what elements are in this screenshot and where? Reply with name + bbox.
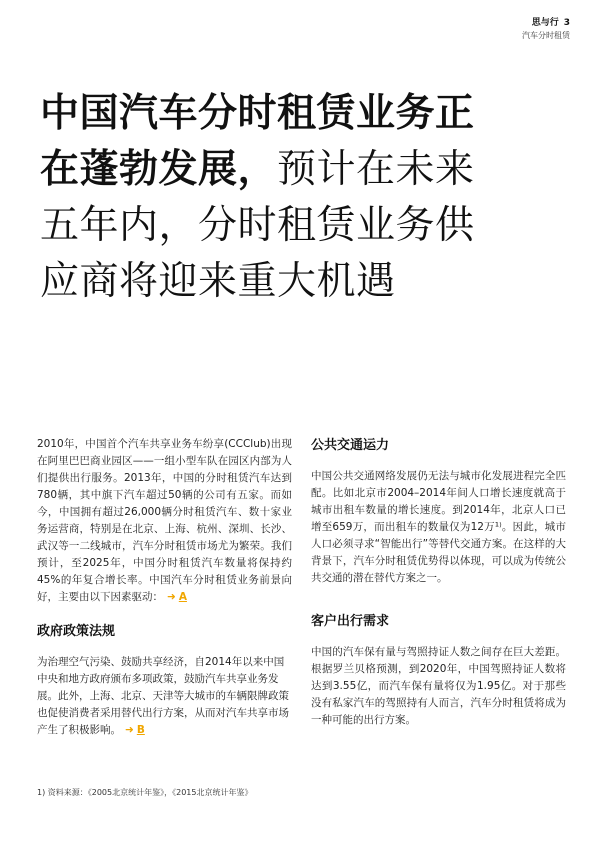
- page-header: [522, 17, 570, 42]
- title-line-3: 五年内，分时租赁业务供: [40, 203, 475, 248]
- header-section-line: [522, 17, 570, 29]
- demand-paragraph: 中国的汽车保有量与驾照持证人数之间存在巨大差距。根据罗兰贝格预测，到2020年，中国驾照持证人数将达到3.55亿，而汽车保有量将仅为1.95亿。对于那些没有私家汽车的驾照持有人而言，汽车分时租赁将成为一种可能的出行方案。: [311, 646, 566, 726]
- intro-paragraph: [37, 436, 292, 606]
- intro-text: 2010年，中国首个汽车共享业务车纷享(CCClub)出现在阿里巴巴商业园区——一组小型车队在园区内部为人们提供出行服务。2013年，中国的分时租赁汽车达到780辆，其中旗下汽车超过50辆的公司有五家。而如今，中国拥有超过26,000辆分时租赁汽车、数十家业务运营商，特别是在北京、上海、杭州、深圳、长沙、武汉等一二线城市，汽车分时租赁市场尤为繁荣。我们预计，至2025年，中国分时租赁汽车数量将保持约45%的年复合增长率。中国汽车分时租赁业务前景向好，主要由以下因素驱动：: [37, 438, 292, 603]
- footnote: 1) 资料来源：《2005北京统计年鉴》，《2015北京统计年鉴》: [37, 788, 253, 797]
- transit-paragraph: 中国公共交通网络发展仍无法与城市化发展进程完全匹配。比如北京市2004–2014年间人口增长速度就高于城市出租车数量的增长速度。到2014年，北京人口已增至659万，而出租车的数量仅为12万¹⁾。因此，城市人口必须寻求“智能出行”等替代交通方案。在这样的大背景下，汽车分时租赁优势得以体现，可以成为传统公共交通的潜在替代方案之一。: [311, 470, 566, 584]
- left-column: [37, 436, 292, 739]
- right-column: [311, 436, 566, 729]
- title-line-4: 应商将迎来重大机遇: [40, 259, 396, 304]
- policy-paragraph: [37, 654, 292, 739]
- section-heading-policy: 政府政策法规: [37, 624, 116, 639]
- arrow-right-icon[interactable]: ➜: [125, 724, 134, 736]
- title-line-2: [40, 142, 570, 198]
- reference-link-b[interactable]: B: [136, 724, 145, 736]
- title-line-2-bold: 在蓬勃发展，: [40, 147, 278, 192]
- title-line-2-regular: 预计在未来: [277, 147, 475, 192]
- page-title: [40, 86, 570, 310]
- title-line-1: 中国汽车分时租赁业务正: [40, 91, 475, 136]
- section-heading-demand: 客户出行需求: [311, 614, 390, 629]
- header-subtitle: 汽车分时租赁: [522, 31, 570, 40]
- page-number: 3: [563, 18, 570, 28]
- reference-link-a[interactable]: A: [178, 591, 187, 603]
- section-heading-transit: 公共交通运力: [311, 438, 390, 453]
- policy-text: 为治理空气污染、鼓励共享经济，自2014年以来中国中央和地方政府颁布多项政策，鼓励汽车共享业务发展。此外，上海、北京、天津等大城市的车辆限牌政策也促使消费者采用替代出行方案，从而对汽车共享市场产生了积极影响。: [37, 656, 289, 736]
- arrow-right-icon[interactable]: ➜: [167, 591, 176, 603]
- header-section-name: 思与行: [531, 18, 559, 28]
